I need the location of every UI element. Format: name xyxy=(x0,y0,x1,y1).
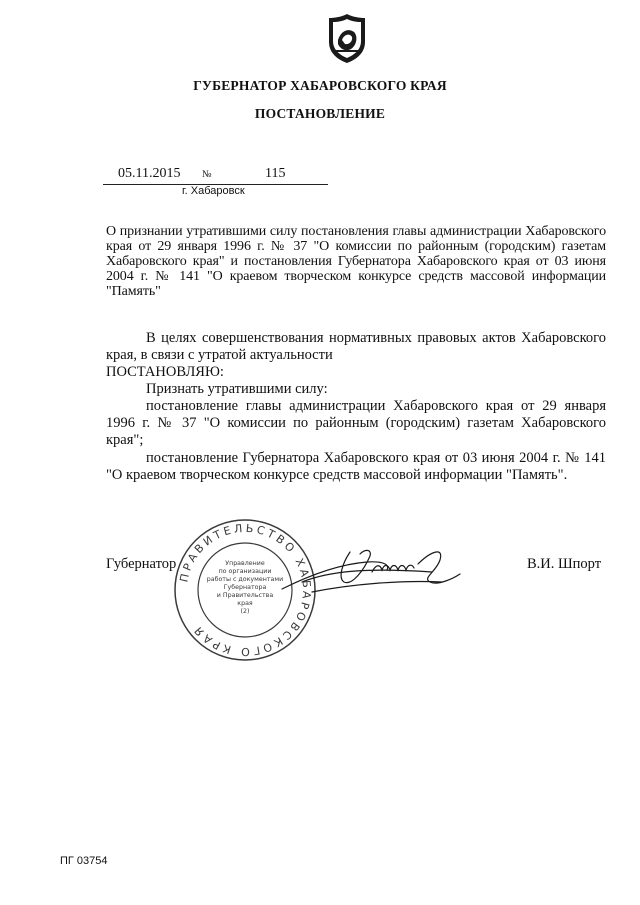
authority-title: ГУБЕРНАТОР ХАБАРОВСКОГО КРАЯ xyxy=(193,78,447,93)
stamp-line: края xyxy=(237,600,253,607)
repealed-item-1: постановление главы администрации Хабаровского края от 29 января 1996 г. № 37 "О комиссии по районным (городским) газетам Хабаровского края"; xyxy=(106,398,606,448)
document-subject: О признании утратившими силу постановления главы администрации Хабаровского края от 29 января 1996 г. № 37 "О комиссии по районным (городским) газетам Хабаровского края" и постановления Губернатора Хабаровского края от 03 июня 2004 г. № 141 "О краевом творческом конкурсе средств массовой информации "Память" xyxy=(106,224,606,299)
registration-line xyxy=(103,166,328,185)
stamp-line: (2) xyxy=(240,608,250,615)
resolve-word: ПОСТАНОВЛЯЮ: xyxy=(106,364,224,380)
preamble-paragraph: В целях совершенствования нормативных правовых актов Хабаровского края, в связи с утратой актуальности xyxy=(106,330,606,363)
document-number: 115 xyxy=(265,166,286,181)
stamp-ring-text: ПРАВИТЕЛЬСТВО ХАБАРОВСКОГО КРАЯ xyxy=(177,521,314,659)
stamp-line: Управление xyxy=(225,560,265,567)
document-city: г. Хабаровск xyxy=(182,185,245,197)
stamp-line: Губернатора xyxy=(223,584,267,591)
number-sign: № xyxy=(202,169,212,180)
stamp-line: по организации xyxy=(218,568,272,575)
document-code: ПГ 03754 xyxy=(60,855,108,867)
stamp-line: работы с документами xyxy=(206,576,284,583)
repealed-item-2: постановление Губернатора Хабаровского края от 03 июня 2004 г. № 141 "О краевом творческом конкурсе средств массовой информации "Память". xyxy=(106,450,606,483)
handwritten-signature xyxy=(272,534,472,604)
repeal-intro: Признать утратившими силу: xyxy=(146,381,328,397)
document-date: 05.11.2015 xyxy=(118,166,181,181)
stamp-line: и Правительства xyxy=(216,592,274,599)
document-type: ПОСТАНОВЛЕНИЕ xyxy=(254,106,386,121)
signer-position: Губернатор xyxy=(106,556,177,572)
coat-of-arms-icon xyxy=(327,12,367,64)
signer-name: В.И. Шпорт xyxy=(527,556,602,572)
